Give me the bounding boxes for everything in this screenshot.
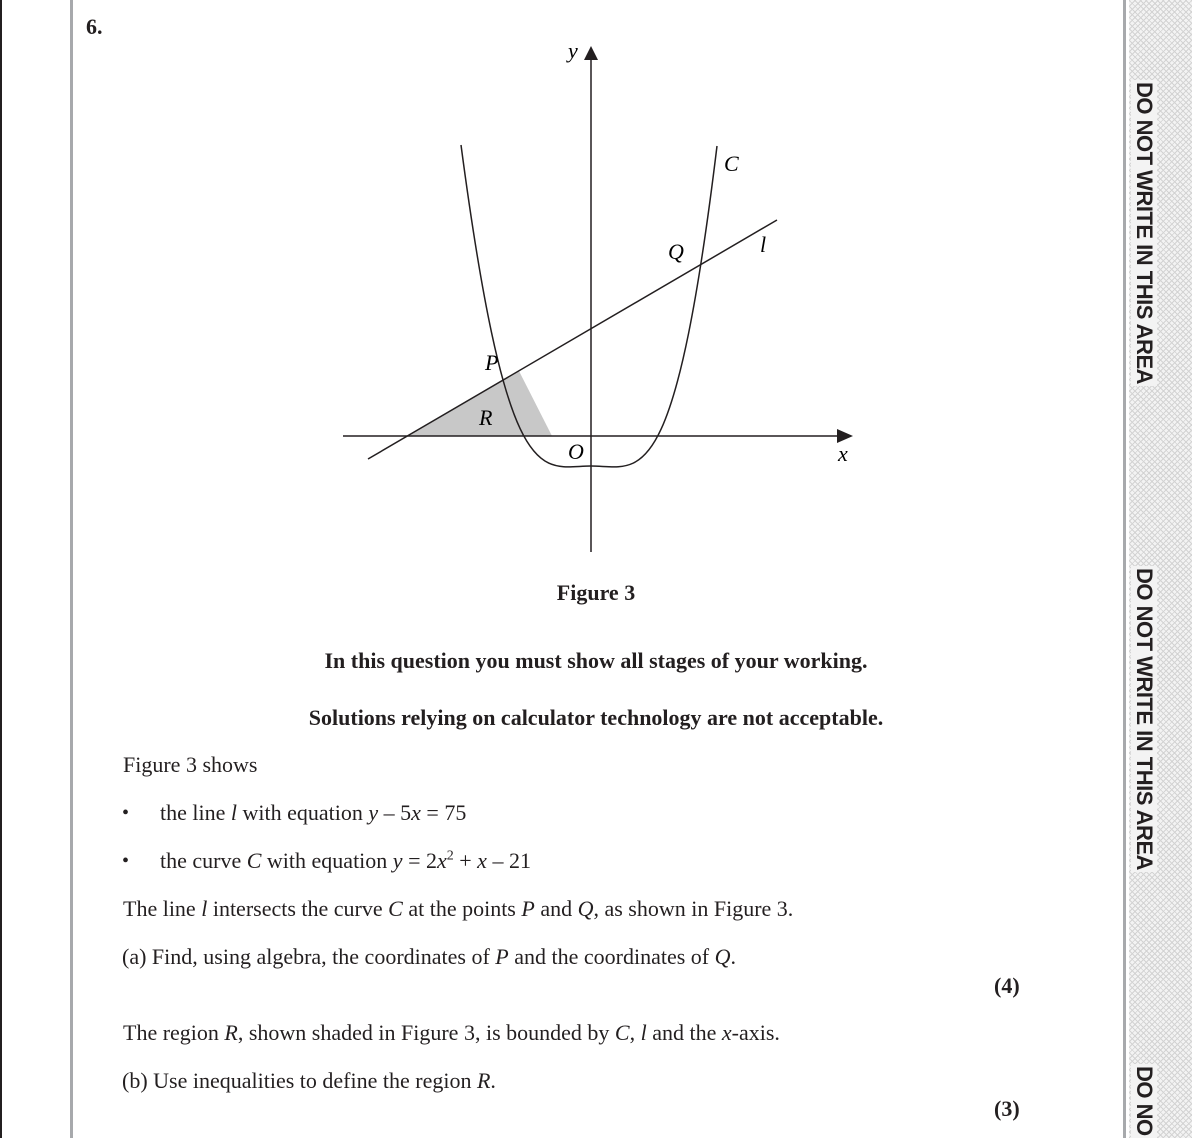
region-statement: The region R, shown shaded in Figure 3, is bounded by C, l and the x-axis. [123, 1020, 780, 1045]
instruction-working: In this question you must show all stages of your working. [324, 648, 868, 673]
x-axis-label: x [838, 441, 848, 466]
part-b-question: (b) Use inequalities to define the region R. [122, 1068, 496, 1093]
instruction-calculator: Solutions relying on calculator technology are not acceptable. [308, 705, 884, 730]
do-not-write-label-2: DO NOT WRITE IN THIS AREA [1132, 568, 1157, 871]
part-b-marks: (3) [994, 1096, 1020, 1121]
y-axis-arrow [584, 46, 598, 60]
point-p-label: P [485, 350, 499, 375]
part-a-marks: (4) [994, 973, 1020, 998]
bullet-line-equation: the line l with equation y – 5x = 75 [160, 800, 467, 825]
part-a-question: (a) Find, using algebra, the coordinates of P and the coordinates of Q. [122, 944, 736, 969]
question-number: 6. [86, 14, 103, 39]
figure-caption: Figure 3 [556, 580, 636, 605]
region-r-label: R [479, 405, 493, 430]
bullet-dot: • [122, 850, 130, 872]
y-axis-label: y [568, 38, 578, 63]
intro-text: Figure 3 shows [123, 752, 258, 777]
origin-label: O [568, 439, 584, 464]
bullet-dot: • [122, 802, 130, 824]
line-l [368, 220, 777, 459]
curve-c-label: C [724, 151, 739, 176]
do-not-write-label-1: DO NOT WRITE IN THIS AREA [1132, 82, 1157, 385]
do-not-write-label-3: DO NO [1132, 1066, 1157, 1136]
line-l-label: l [760, 232, 767, 257]
point-q-label: Q [668, 239, 684, 264]
bullet-curve-equation: the curve C with equation $y = 2x^2 + x - 21$ [160, 848, 531, 873]
intersection-statement: The line l intersects the curve C at the points P and Q, as shown in Figure 3. [123, 896, 794, 921]
